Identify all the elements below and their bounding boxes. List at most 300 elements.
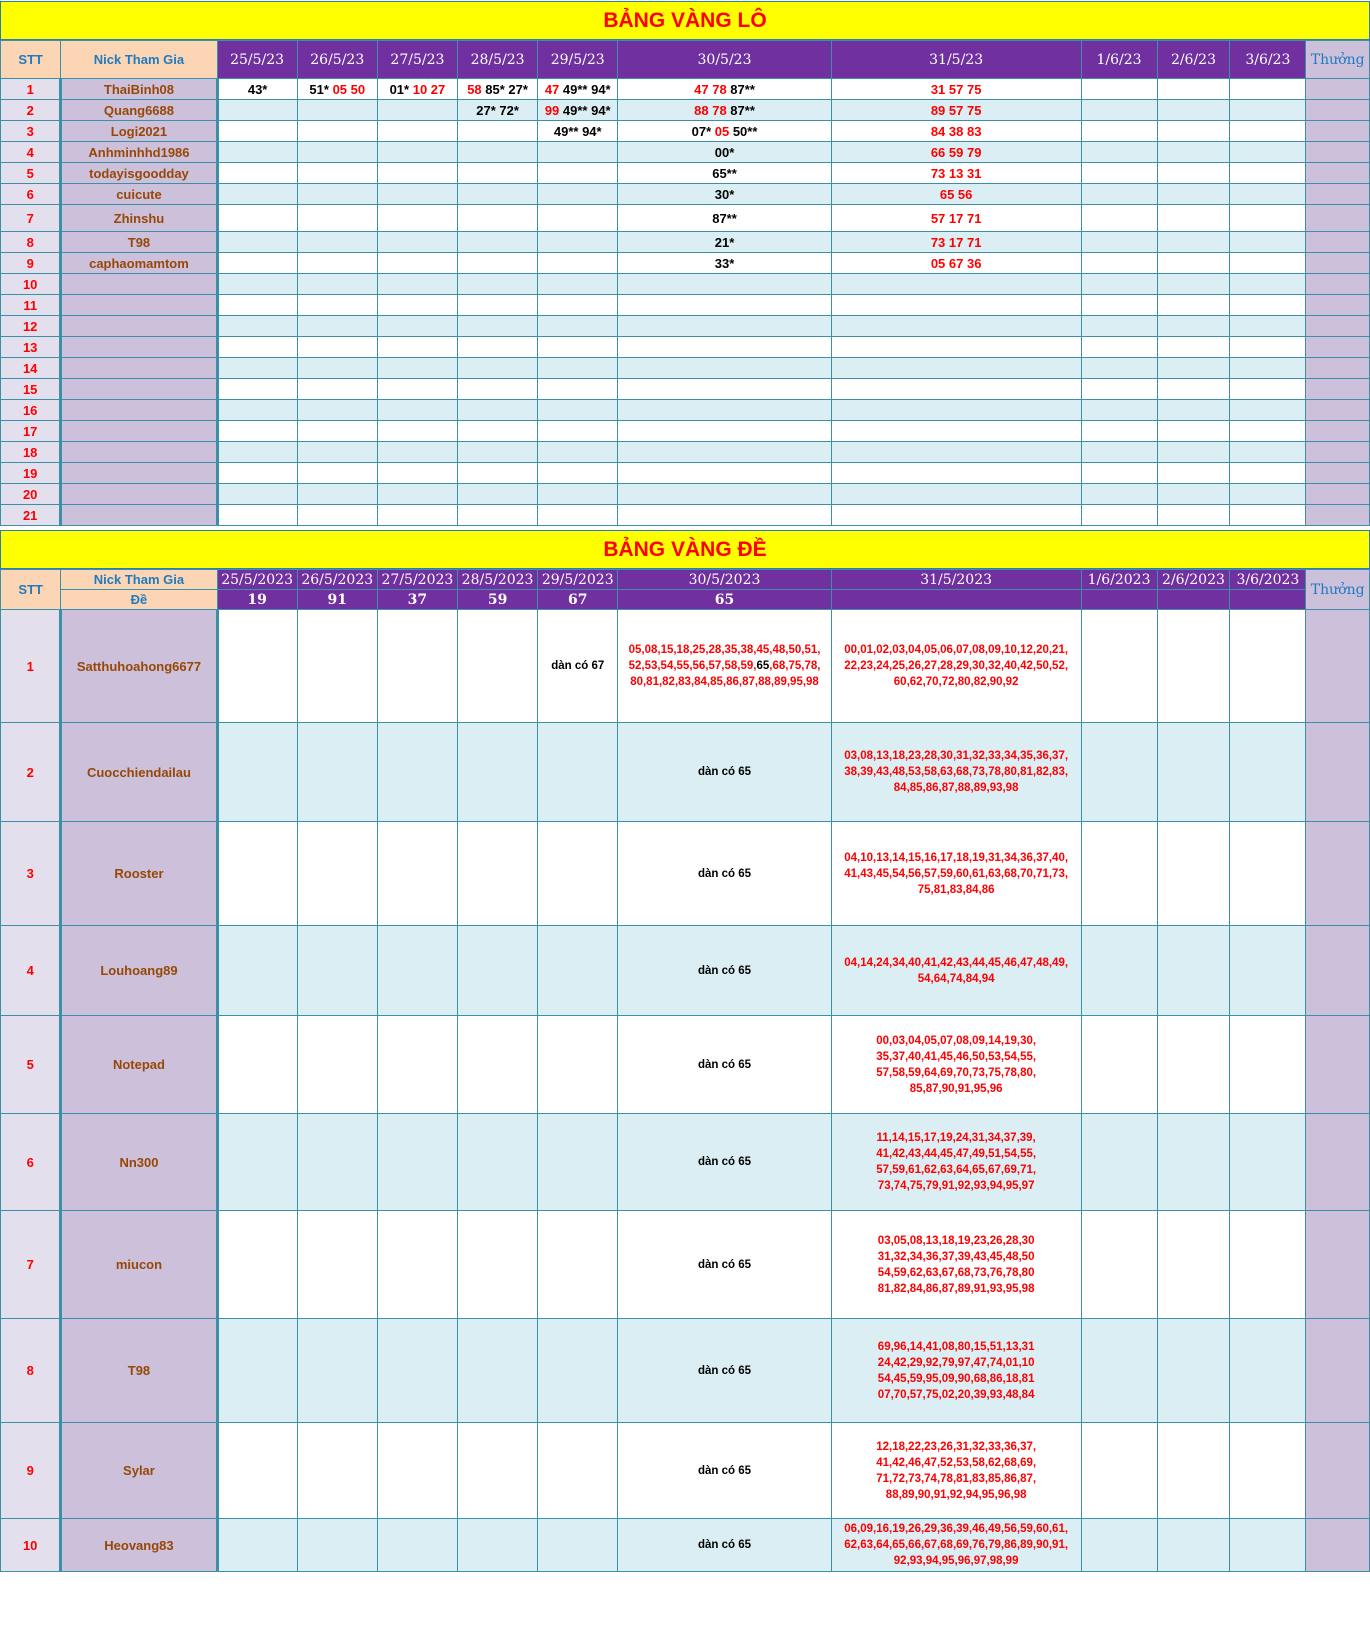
reward-cell[interactable] [1306, 421, 1370, 442]
pick-cell[interactable] [217, 163, 297, 184]
pick-cell[interactable] [831, 723, 1081, 822]
pick-cell[interactable] [618, 442, 831, 463]
pick-cell[interactable] [297, 253, 377, 274]
pick-cell[interactable] [458, 337, 538, 358]
pick-cell[interactable] [618, 274, 831, 295]
pick-cell[interactable] [297, 205, 377, 232]
pick-cell[interactable] [1230, 1519, 1306, 1572]
reward-cell[interactable] [1306, 163, 1370, 184]
pick-cell[interactable] [377, 337, 457, 358]
pick-cell[interactable] [217, 926, 297, 1016]
pick-cell[interactable] [831, 358, 1081, 379]
pick-cell[interactable] [458, 274, 538, 295]
pick-cell[interactable] [1157, 337, 1230, 358]
pick-cell[interactable] [458, 358, 538, 379]
player-nick[interactable] [61, 421, 217, 442]
pick-cell[interactable] [377, 79, 457, 100]
pick-cell[interactable] [618, 484, 831, 505]
reward-cell[interactable] [1306, 253, 1370, 274]
pick-cell[interactable] [458, 822, 538, 926]
pick-cell[interactable] [831, 400, 1081, 421]
player-nick[interactable] [61, 463, 217, 484]
reward-cell[interactable] [1306, 184, 1370, 205]
pick-cell[interactable] [1081, 421, 1157, 442]
pick-cell[interactable] [831, 379, 1081, 400]
pick-cell[interactable] [1230, 1319, 1306, 1423]
pick-cell[interactable] [458, 142, 538, 163]
pick-cell[interactable] [1081, 358, 1157, 379]
pick-cell[interactable] [217, 463, 297, 484]
pick-cell[interactable] [458, 1114, 538, 1211]
pick-cell[interactable] [1157, 1211, 1230, 1319]
pick-cell[interactable] [1157, 1519, 1230, 1572]
pick-cell[interactable] [831, 463, 1081, 484]
pick-cell[interactable] [458, 232, 538, 253]
pick-cell[interactable] [831, 1319, 1081, 1423]
pick-cell[interactable] [297, 316, 377, 337]
pick-cell[interactable] [1157, 232, 1230, 253]
pick-cell[interactable] [297, 723, 377, 822]
pick-cell[interactable] [618, 505, 831, 526]
player-nick[interactable] [61, 505, 217, 526]
pick-cell[interactable] [538, 484, 618, 505]
pick-cell[interactable] [618, 723, 831, 822]
pick-cell[interactable] [1230, 379, 1306, 400]
pick-cell[interactable] [618, 121, 831, 142]
pick-cell[interactable] [1157, 610, 1230, 723]
pick-cell[interactable] [217, 253, 297, 274]
pick-cell[interactable] [297, 505, 377, 526]
pick-cell[interactable] [377, 1319, 457, 1423]
pick-cell[interactable] [1230, 205, 1306, 232]
pick-cell[interactable] [538, 295, 618, 316]
pick-cell[interactable] [831, 442, 1081, 463]
pick-cell[interactable] [1230, 100, 1306, 121]
pick-cell[interactable] [458, 484, 538, 505]
pick-cell[interactable] [297, 100, 377, 121]
pick-cell[interactable] [377, 463, 457, 484]
reward-cell[interactable] [1306, 379, 1370, 400]
pick-cell[interactable] [1157, 463, 1230, 484]
pick-cell[interactable] [377, 1016, 457, 1114]
player-nick[interactable]: cuicute [61, 184, 217, 205]
pick-cell[interactable] [618, 100, 831, 121]
pick-cell[interactable] [217, 1211, 297, 1319]
pick-cell[interactable] [377, 379, 457, 400]
pick-cell[interactable] [297, 1423, 377, 1519]
pick-cell[interactable] [538, 1114, 618, 1211]
pick-cell[interactable] [458, 253, 538, 274]
pick-cell[interactable] [538, 379, 618, 400]
pick-cell[interactable] [458, 205, 538, 232]
pick-cell[interactable] [831, 1114, 1081, 1211]
pick-cell[interactable] [1230, 610, 1306, 723]
pick-cell[interactable] [1157, 505, 1230, 526]
pick-cell[interactable] [1081, 1114, 1157, 1211]
pick-cell[interactable] [831, 295, 1081, 316]
pick-cell[interactable] [1081, 274, 1157, 295]
pick-cell[interactable] [1230, 121, 1306, 142]
pick-cell[interactable] [1157, 121, 1230, 142]
reward-cell[interactable] [1306, 463, 1370, 484]
reward-cell[interactable] [1306, 822, 1370, 926]
pick-cell[interactable] [297, 463, 377, 484]
pick-cell[interactable] [1230, 163, 1306, 184]
pick-cell[interactable] [1230, 421, 1306, 442]
pick-cell[interactable] [458, 723, 538, 822]
pick-cell[interactable] [1081, 232, 1157, 253]
pick-cell[interactable] [1157, 358, 1230, 379]
pick-cell[interactable] [1230, 442, 1306, 463]
pick-cell[interactable] [217, 1016, 297, 1114]
pick-cell[interactable] [458, 379, 538, 400]
pick-cell[interactable] [297, 274, 377, 295]
pick-cell[interactable] [297, 442, 377, 463]
pick-cell[interactable] [1230, 926, 1306, 1016]
pick-cell[interactable] [217, 232, 297, 253]
pick-cell[interactable] [458, 1519, 538, 1572]
pick-cell[interactable] [377, 484, 457, 505]
pick-cell[interactable] [1081, 253, 1157, 274]
player-nick[interactable]: Louhoang89 [61, 926, 217, 1016]
pick-cell[interactable] [217, 121, 297, 142]
pick-cell[interactable] [618, 358, 831, 379]
reward-cell[interactable] [1306, 1423, 1370, 1519]
pick-cell[interactable] [217, 379, 297, 400]
pick-cell[interactable] [831, 1211, 1081, 1319]
pick-cell[interactable] [217, 1423, 297, 1519]
pick-cell[interactable] [297, 337, 377, 358]
pick-cell[interactable] [377, 274, 457, 295]
player-nick[interactable] [61, 337, 217, 358]
player-nick[interactable]: Heovang83 [61, 1519, 217, 1572]
pick-cell[interactable] [217, 1519, 297, 1572]
pick-cell[interactable] [831, 253, 1081, 274]
pick-cell[interactable] [538, 184, 618, 205]
player-nick[interactable]: Satthuhoahong6677 [61, 610, 217, 723]
pick-cell[interactable] [1081, 1519, 1157, 1572]
pick-cell[interactable] [217, 505, 297, 526]
pick-cell[interactable] [538, 1319, 618, 1423]
reward-cell[interactable] [1306, 79, 1370, 100]
player-nick[interactable] [61, 316, 217, 337]
pick-cell[interactable] [1081, 610, 1157, 723]
reward-cell[interactable] [1306, 100, 1370, 121]
pick-cell[interactable] [1157, 723, 1230, 822]
pick-cell[interactable] [538, 1211, 618, 1319]
pick-cell[interactable] [1081, 1016, 1157, 1114]
pick-cell[interactable] [217, 79, 297, 100]
player-nick[interactable] [61, 400, 217, 421]
pick-cell[interactable] [538, 442, 618, 463]
pick-cell[interactable] [458, 184, 538, 205]
pick-cell[interactable] [1230, 822, 1306, 926]
pick-cell[interactable] [297, 1114, 377, 1211]
pick-cell[interactable] [831, 1016, 1081, 1114]
pick-cell[interactable] [1230, 79, 1306, 100]
pick-cell[interactable] [377, 358, 457, 379]
pick-cell[interactable] [1157, 421, 1230, 442]
player-nick[interactable]: Anhminhhd1986 [61, 142, 217, 163]
player-nick[interactable]: Cuocchiendailau [61, 723, 217, 822]
pick-cell[interactable] [618, 253, 831, 274]
pick-cell[interactable] [377, 232, 457, 253]
pick-cell[interactable] [217, 484, 297, 505]
pick-cell[interactable] [1230, 142, 1306, 163]
pick-cell[interactable] [538, 1016, 618, 1114]
pick-cell[interactable] [458, 1211, 538, 1319]
pick-cell[interactable] [1230, 1211, 1306, 1319]
pick-cell[interactable] [538, 121, 618, 142]
pick-cell[interactable] [377, 163, 457, 184]
pick-cell[interactable] [458, 121, 538, 142]
pick-cell[interactable] [1230, 295, 1306, 316]
pick-cell[interactable] [377, 421, 457, 442]
pick-cell[interactable] [217, 358, 297, 379]
player-nick[interactable]: Rooster [61, 822, 217, 926]
pick-cell[interactable] [1081, 142, 1157, 163]
pick-cell[interactable] [377, 400, 457, 421]
pick-cell[interactable] [831, 337, 1081, 358]
reward-cell[interactable] [1306, 274, 1370, 295]
pick-cell[interactable] [377, 142, 457, 163]
pick-cell[interactable] [1157, 1114, 1230, 1211]
pick-cell[interactable] [458, 316, 538, 337]
pick-cell[interactable] [1230, 463, 1306, 484]
pick-cell[interactable] [217, 421, 297, 442]
pick-cell[interactable] [1157, 295, 1230, 316]
pick-cell[interactable] [217, 1319, 297, 1423]
pick-cell[interactable] [538, 253, 618, 274]
reward-cell[interactable] [1306, 358, 1370, 379]
pick-cell[interactable] [1230, 1016, 1306, 1114]
pick-cell[interactable] [1230, 723, 1306, 822]
pick-cell[interactable] [538, 610, 618, 723]
pick-cell[interactable] [618, 463, 831, 484]
pick-cell[interactable] [1157, 484, 1230, 505]
pick-cell[interactable] [297, 232, 377, 253]
pick-cell[interactable] [1081, 442, 1157, 463]
pick-cell[interactable] [1081, 1319, 1157, 1423]
reward-cell[interactable] [1306, 295, 1370, 316]
player-nick[interactable]: T98 [61, 1319, 217, 1423]
pick-cell[interactable] [831, 79, 1081, 100]
pick-cell[interactable] [831, 1423, 1081, 1519]
player-nick[interactable] [61, 442, 217, 463]
pick-cell[interactable] [1081, 822, 1157, 926]
pick-cell[interactable] [297, 926, 377, 1016]
pick-cell[interactable] [377, 822, 457, 926]
pick-cell[interactable] [377, 253, 457, 274]
pick-cell[interactable] [1230, 505, 1306, 526]
pick-cell[interactable] [1157, 1016, 1230, 1114]
pick-cell[interactable] [377, 205, 457, 232]
pick-cell[interactable] [538, 723, 618, 822]
pick-cell[interactable] [1230, 253, 1306, 274]
pick-cell[interactable] [217, 205, 297, 232]
pick-cell[interactable] [618, 295, 831, 316]
pick-cell[interactable] [297, 421, 377, 442]
pick-cell[interactable] [1081, 121, 1157, 142]
pick-cell[interactable] [377, 610, 457, 723]
pick-cell[interactable] [217, 295, 297, 316]
pick-cell[interactable] [377, 1114, 457, 1211]
pick-cell[interactable] [1081, 1423, 1157, 1519]
player-nick[interactable]: miucon [61, 1211, 217, 1319]
pick-cell[interactable] [1230, 484, 1306, 505]
reward-cell[interactable] [1306, 1519, 1370, 1572]
pick-cell[interactable] [1157, 822, 1230, 926]
pick-cell[interactable] [377, 295, 457, 316]
pick-cell[interactable] [297, 184, 377, 205]
pick-cell[interactable] [538, 926, 618, 1016]
pick-cell[interactable] [831, 316, 1081, 337]
player-nick[interactable] [61, 295, 217, 316]
pick-cell[interactable] [458, 1016, 538, 1114]
player-nick[interactable] [61, 484, 217, 505]
pick-cell[interactable] [458, 400, 538, 421]
pick-cell[interactable] [217, 316, 297, 337]
pick-cell[interactable] [618, 1423, 831, 1519]
pick-cell[interactable] [297, 79, 377, 100]
pick-cell[interactable] [831, 1519, 1081, 1572]
pick-cell[interactable] [458, 1423, 538, 1519]
pick-cell[interactable] [1081, 400, 1157, 421]
pick-cell[interactable] [618, 1319, 831, 1423]
pick-cell[interactable] [377, 723, 457, 822]
player-nick[interactable]: todayisgoodday [61, 163, 217, 184]
pick-cell[interactable] [1081, 295, 1157, 316]
pick-cell[interactable] [217, 822, 297, 926]
pick-cell[interactable] [538, 421, 618, 442]
pick-cell[interactable] [1157, 142, 1230, 163]
pick-cell[interactable] [1230, 274, 1306, 295]
pick-cell[interactable] [538, 1519, 618, 1572]
pick-cell[interactable] [618, 1519, 831, 1572]
pick-cell[interactable] [1157, 1423, 1230, 1519]
player-nick[interactable]: Nn300 [61, 1114, 217, 1211]
pick-cell[interactable] [618, 400, 831, 421]
pick-cell[interactable] [297, 379, 377, 400]
pick-cell[interactable] [297, 610, 377, 723]
pick-cell[interactable] [1157, 926, 1230, 1016]
player-nick[interactable]: Sylar [61, 1423, 217, 1519]
pick-cell[interactable] [1230, 358, 1306, 379]
pick-cell[interactable] [1081, 484, 1157, 505]
pick-cell[interactable] [297, 484, 377, 505]
pick-cell[interactable] [1081, 379, 1157, 400]
pick-cell[interactable] [618, 1016, 831, 1114]
reward-cell[interactable] [1306, 926, 1370, 1016]
pick-cell[interactable] [831, 100, 1081, 121]
pick-cell[interactable] [1081, 1211, 1157, 1319]
pick-cell[interactable] [538, 463, 618, 484]
pick-cell[interactable] [217, 142, 297, 163]
pick-cell[interactable] [458, 505, 538, 526]
player-nick[interactable]: Logi2021 [61, 121, 217, 142]
pick-cell[interactable] [1230, 400, 1306, 421]
pick-cell[interactable] [618, 337, 831, 358]
reward-cell[interactable] [1306, 232, 1370, 253]
reward-cell[interactable] [1306, 337, 1370, 358]
pick-cell[interactable] [217, 337, 297, 358]
pick-cell[interactable] [831, 121, 1081, 142]
pick-cell[interactable] [831, 232, 1081, 253]
player-nick[interactable]: caphaomamtom [61, 253, 217, 274]
pick-cell[interactable] [458, 926, 538, 1016]
pick-cell[interactable] [618, 379, 831, 400]
pick-cell[interactable] [297, 400, 377, 421]
pick-cell[interactable] [458, 100, 538, 121]
pick-cell[interactable] [1157, 442, 1230, 463]
reward-cell[interactable] [1306, 1319, 1370, 1423]
reward-cell[interactable] [1306, 121, 1370, 142]
pick-cell[interactable] [458, 1319, 538, 1423]
pick-cell[interactable] [377, 1423, 457, 1519]
pick-cell[interactable] [1081, 100, 1157, 121]
reward-cell[interactable] [1306, 1016, 1370, 1114]
pick-cell[interactable] [538, 822, 618, 926]
pick-cell[interactable] [297, 142, 377, 163]
pick-cell[interactable] [217, 723, 297, 822]
reward-cell[interactable] [1306, 316, 1370, 337]
pick-cell[interactable] [1230, 184, 1306, 205]
pick-cell[interactable] [538, 274, 618, 295]
pick-cell[interactable] [297, 121, 377, 142]
pick-cell[interactable] [1081, 463, 1157, 484]
pick-cell[interactable] [618, 822, 831, 926]
pick-cell[interactable] [618, 421, 831, 442]
pick-cell[interactable] [618, 1114, 831, 1211]
pick-cell[interactable] [618, 1211, 831, 1319]
pick-cell[interactable] [618, 926, 831, 1016]
pick-cell[interactable] [1081, 184, 1157, 205]
pick-cell[interactable] [538, 358, 618, 379]
pick-cell[interactable] [618, 232, 831, 253]
pick-cell[interactable] [831, 610, 1081, 723]
pick-cell[interactable] [618, 205, 831, 232]
pick-cell[interactable] [1157, 163, 1230, 184]
pick-cell[interactable] [1230, 316, 1306, 337]
pick-cell[interactable] [217, 274, 297, 295]
pick-cell[interactable] [377, 100, 457, 121]
pick-cell[interactable] [831, 926, 1081, 1016]
reward-cell[interactable] [1306, 205, 1370, 232]
pick-cell[interactable] [297, 163, 377, 184]
pick-cell[interactable] [297, 822, 377, 926]
pick-cell[interactable] [217, 400, 297, 421]
pick-cell[interactable] [831, 184, 1081, 205]
pick-cell[interactable] [831, 421, 1081, 442]
pick-cell[interactable] [831, 205, 1081, 232]
pick-cell[interactable] [618, 184, 831, 205]
pick-cell[interactable] [377, 121, 457, 142]
pick-cell[interactable] [217, 610, 297, 723]
pick-cell[interactable] [1081, 79, 1157, 100]
reward-cell[interactable] [1306, 1211, 1370, 1319]
pick-cell[interactable] [217, 1114, 297, 1211]
pick-cell[interactable] [538, 79, 618, 100]
pick-cell[interactable] [1081, 205, 1157, 232]
pick-cell[interactable] [217, 184, 297, 205]
pick-cell[interactable] [217, 442, 297, 463]
pick-cell[interactable] [1157, 316, 1230, 337]
pick-cell[interactable] [1157, 184, 1230, 205]
pick-cell[interactable] [1081, 505, 1157, 526]
pick-cell[interactable] [458, 463, 538, 484]
pick-cell[interactable] [831, 505, 1081, 526]
pick-cell[interactable] [217, 100, 297, 121]
